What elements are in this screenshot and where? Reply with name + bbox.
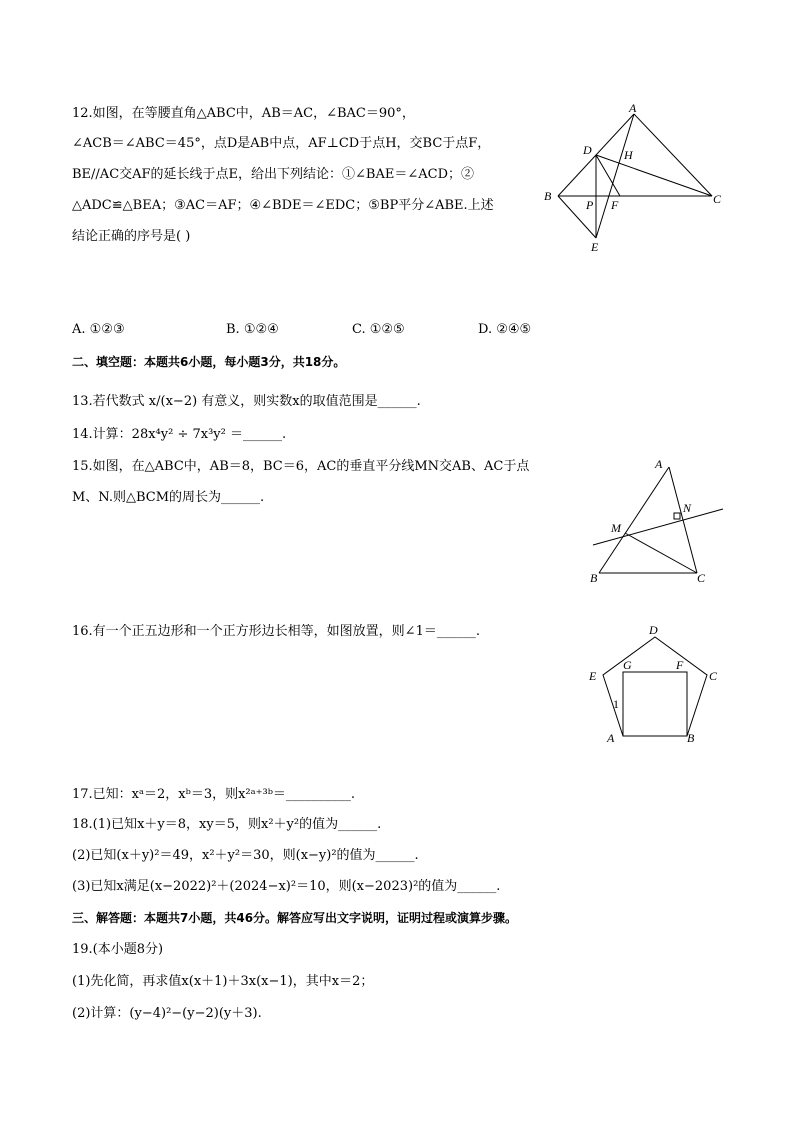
q17: 17.已知：xᵃ＝2，xᵇ＝3，则x²ᵃ⁺³ᵇ＝__________.: [72, 787, 356, 802]
q12-label-e: E: [591, 240, 599, 254]
q15-line-1: 15.如图，在△ABC中，AB＝8，BC＝6，AC的垂直平分线MN交AB、AC于点: [72, 459, 530, 474]
section-3-heading: 三、解答题：本题共7小题，共46分。解答应写出文字说明，证明过程或演算步骤。: [72, 911, 518, 925]
q14: 14.计算：28x⁴y² ÷ 7x³y² ＝______.: [72, 427, 287, 442]
q12-choice-d: D. ②④⑤: [478, 322, 532, 337]
q12-label-f: F: [611, 198, 619, 212]
q12-line-2: ∠ACB＝∠ABC＝45°，点D是AB中点，AF⊥CD于点H，交BC于点F，: [72, 136, 491, 151]
q19-title: 19.(本小题8分): [72, 942, 164, 957]
q16-label-e: E: [589, 669, 597, 683]
q12-choice-b: B. ①②④: [226, 322, 279, 337]
q16-label-d: D: [649, 623, 658, 637]
q19-part-1: (1)先化简，再求值x(x＋1)＋3x(x−1)，其中x＝2；: [72, 974, 374, 989]
q12-label-c: C: [713, 192, 722, 206]
q12-line-3: BE//AC交AF的延长线于点E，给出下列结论：①∠BAE＝∠ACD；②: [72, 167, 475, 182]
q12-label-a: A: [629, 101, 637, 115]
q15-triangle-figure: [585, 452, 735, 590]
q15-line-2: M、N.则△BCM的周长为______.: [72, 490, 265, 505]
q12-line-4: △ADC≌△BEA；③AC＝AF；④∠BDE＝∠EDC；⑤BP平分∠ABE.上述: [72, 198, 494, 213]
q18-part-3: (3)已知x满足(x−2022)²＋(2024−x)²＝10，则(x−2023)²的值为______.: [72, 879, 501, 894]
q12-choice-c: C. ①②⑤: [352, 322, 405, 337]
q12-triangle-figure: [536, 100, 736, 258]
q15-label-m: M: [611, 521, 621, 535]
q16-pentagon-figure: [585, 620, 735, 748]
section-2-heading: 二、填空题：本题共6小题，每小题3分，共18分。: [72, 355, 346, 369]
q15-label-n: N: [683, 501, 692, 515]
q12-choice-a: A. ①②③: [72, 322, 125, 337]
q16-label-f: F: [676, 658, 684, 672]
q18-part-1: 18.(1)已知x＋y＝8，xy＝5，则x²＋y²的值为______.: [72, 817, 382, 832]
q16-label-g: G: [623, 658, 632, 672]
q16-label-b: B: [687, 731, 695, 745]
q15-label-a: A: [655, 457, 663, 471]
q12-label-p: P: [586, 198, 594, 212]
q13: 13.若代数式 x/(x−2) 有意义，则实数x的取值范围是______.: [72, 394, 421, 409]
q12-line-1: 12.如图，在等腰直角△ABC中，AB＝AC，∠BAC＝90°，: [72, 106, 415, 121]
q15-label-b: B: [590, 571, 598, 585]
q16-angle-1-label: 1: [613, 697, 619, 711]
q16-label-c: C: [709, 669, 718, 683]
q16-label-a: A: [607, 731, 615, 745]
q19-part-2: (2)计算：(y−4)²−(y−2)(y＋3).: [72, 1006, 262, 1021]
q15-label-c: C: [697, 571, 706, 585]
q12-label-h: H: [624, 148, 633, 162]
q12-label-d: D: [583, 143, 592, 157]
q12-line-5: 结论正确的序号是( ): [72, 229, 191, 244]
q18-part-2: (2)已知(x＋y)²＝49，x²＋y²＝30，则(x−y)²的值为______.: [72, 848, 419, 863]
q16-text: 16.有一个正五边形和一个正方形边长相等，如图放置，则∠1＝______.: [72, 624, 480, 639]
q12-label-b: B: [544, 189, 552, 203]
